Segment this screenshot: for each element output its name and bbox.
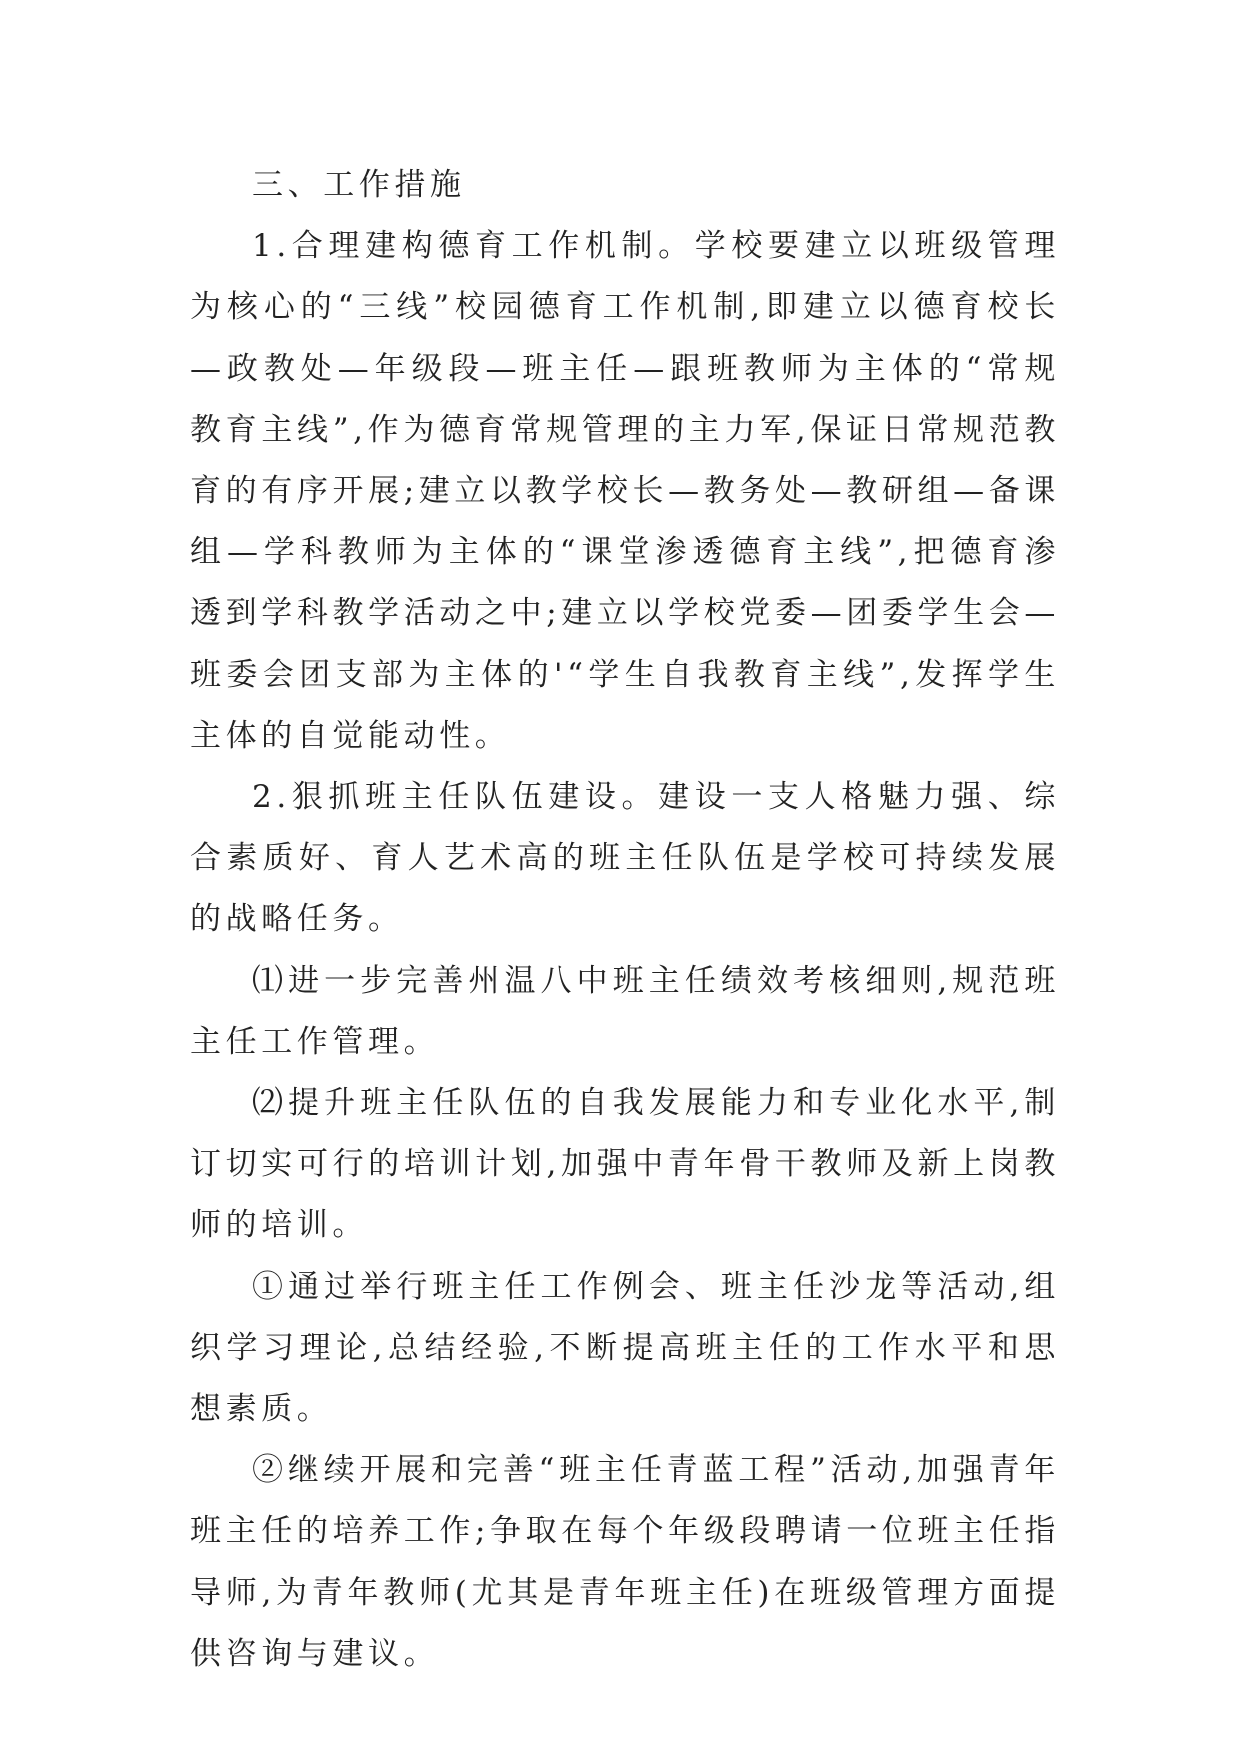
paragraph-moral-education-mechanism: 1.合理建构德育工作机制。学校要建立以班级管理为核心的“三线”校园德育工作机制,即建立以德育校长—政教处—年级段—班主任—跟班教师为主体的“常规教育主线”,作为德育常规管理的主力军,保证日常规范教育的有序开展;建立以教学校长—教务处—教研组—备课组—学科教师为主体的“课堂渗透德育主线”,把德育渗透到学科教学活动之中;建立以学校党委—团委学生会—班委会团支部为主体的'“学生自我教育主线”,发挥学生主体的自觉能动性。 [190,228,1060,754]
paragraph-item-2: ⑵提升班主任队伍的自我发展能力和专业化水平,制订切实可行的培训计划,加强中青年骨干教师及新上岗教师的培训。 [190,1085,1060,1244]
paragraph-subitem-2: ②继续开展和完善“班主任青蓝工程”活动,加强青年班主任的培养工作;争取在每个年级段聘请一位班主任指导师,为青年教师(尤其是青年班主任)在班级管理方面提供咨询与建议。 [190,1452,1060,1672]
paragraph-subitem-1: ①通过举行班主任工作例会、班主任沙龙等活动,组织学习理论,总结经验,不断提高班主任的工作水平和思想素质。 [190,1268,1060,1428]
paragraph-item-1: ⑴进一步完善州温八中班主任绩效考核细则,规范班主任工作管理。 [190,962,1060,1060]
document-body [190,155,1060,1685]
section-heading: 三、工作措施 [252,167,466,203]
paragraph-head-teacher-team: 2.狠抓班主任队伍建设。建设一支人格魅力强、综合素质好、育人艺术高的班主任队伍是学校可持续发展的战略任务。 [190,779,1060,938]
